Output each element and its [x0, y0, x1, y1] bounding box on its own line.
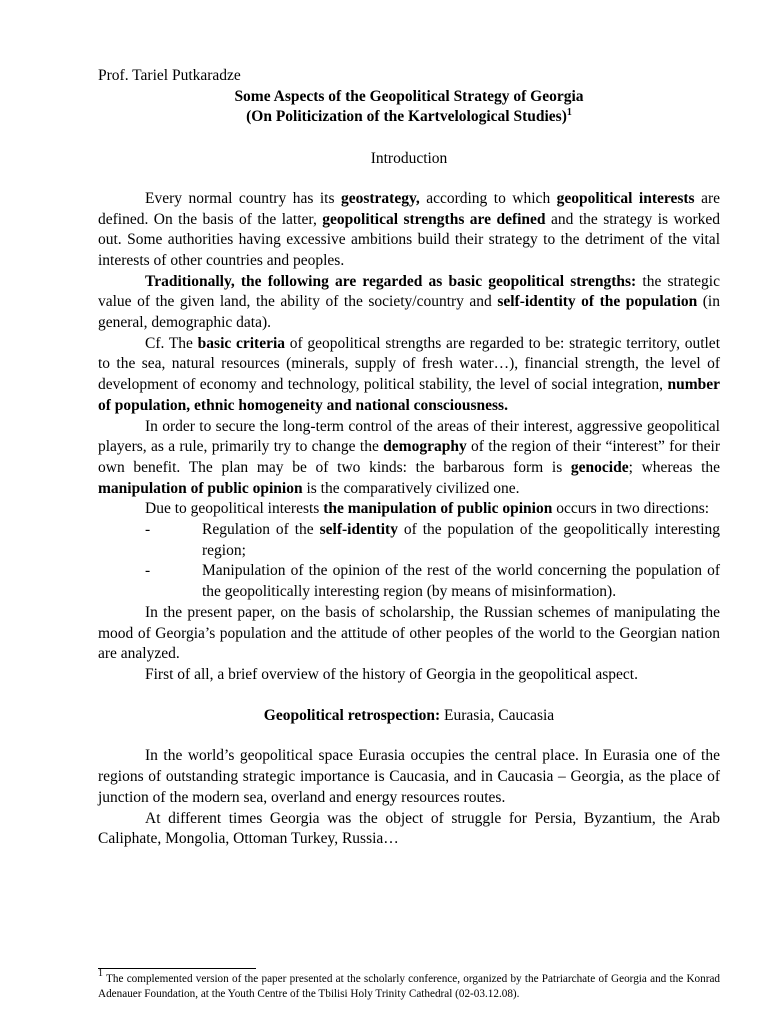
p4-text-a: In order to secure the long-term control of the areas of their interest, aggressive geopolitical players, as a rule, primarily try to change the	[98, 417, 720, 456]
list-item-1-text-c: of the population of the geopolitically interesting region;	[202, 521, 720, 559]
p4-text-e: is the comparatively civilized one.	[302, 479, 520, 497]
footnote-divider	[98, 968, 256, 969]
title-line-1: Some Aspects of the Geopolitical Strategy of Georgia	[234, 87, 584, 105]
list-dash: -	[145, 521, 151, 539]
p1-bold-geopolitical-interests: geopolitical interests	[556, 189, 695, 207]
p4-bold-manipulation: manipulation of public opinion	[98, 479, 303, 497]
p2-text-a: the strategic value of the given land, the ability of the society/country and	[98, 272, 720, 311]
section-heading-bold: Geopolitical retrospection:	[263, 706, 441, 724]
p1-text-c: according to which	[419, 189, 557, 207]
p5-bold-manipulation: the manipulation of public opinion	[323, 500, 553, 518]
list-item-1-bold: self-identity	[319, 521, 398, 539]
footnote	[98, 968, 720, 1002]
p3-bold-population: number of population, ethnic homogeneity and national consciousness.	[98, 376, 720, 414]
section-heading-rest: Eurasia, Caucasia	[440, 706, 555, 724]
list-item-2-text: Manipulation of the opinion of the rest of the world concerning the population of the geopolitically interesting region (by means of misinformation).	[202, 562, 720, 601]
p1-text-e: and the strategy is worked out. Some authorities having excessive ambitions build their strategy to the detriment of the vital interests of other countries and peoples.	[98, 210, 720, 269]
paragraph-1	[98, 189, 720, 272]
list-item	[98, 520, 720, 561]
title-line-2-text: (On Politicization of the Kartvelological Studies)	[246, 108, 567, 126]
paragraph-5	[98, 499, 720, 520]
p4-text-c: of the region of their “interest” for their own benefit. The plan may be of two kinds: the barbarous form is	[98, 438, 720, 476]
list-item	[98, 561, 720, 602]
p2-bold-traditionally: Traditionally, the following are regarded as basic geopolitical strengths:	[145, 272, 637, 290]
paragraph-8: In the world’s geopolitical space Eurasia occupies the central place. In Eurasia one of the regions of outstanding strategic importance is Caucasia, and in Caucasia – Georgia, as the place of junction of the modern sea, overland and energy resources routes.	[98, 747, 720, 806]
p5-text-a: Due to geopolitical interests	[145, 500, 324, 518]
p3-bold-basic-criteria: basic criteria	[197, 334, 286, 352]
paragraph-6: In the present paper, on the basis of scholarship, the Russian schemes of manipulating the mood of Georgia’s population and the attitude of other peoples of the world to the Georgian nation are analyzed.	[98, 603, 720, 663]
p3-text-a: Cf. The	[145, 334, 198, 352]
p1-bold-geostrategy: geostrategy,	[340, 189, 420, 207]
section-heading	[98, 706, 720, 727]
footnote-mark: 1	[98, 968, 103, 979]
p3-text-c: of geopolitical strengths are regarded to be: strategic territory, outlet to the sea, natural resources (minerals, supply of fresh water…), financial strength, the level of development of economy and technology, political stability, the level of social integration,	[98, 334, 720, 394]
introduction-heading: Introduction	[370, 150, 448, 168]
p1-text-d: are defined. On the basis of the latter,	[98, 189, 720, 228]
p1-bold-strengths-defined: geopolitical strengths are defined	[322, 210, 546, 228]
paragraph-7: First of all, a brief overview of the history of Georgia in the geopolitical aspect.	[145, 665, 638, 683]
list-item-1-text-a: Regulation of the	[202, 521, 320, 539]
list-dash: -	[145, 562, 151, 580]
author-line: Prof. Tariel Putkaradze	[98, 67, 241, 84]
p1-text-a: Every normal country has its	[145, 189, 341, 207]
p4-bold-genocide: genocide	[570, 458, 629, 476]
p4-bold-demography: demography	[383, 438, 467, 456]
p2-text-c: (in general, demographic data).	[98, 293, 720, 332]
p4-text-d: ; whereas the	[628, 458, 720, 476]
document-body	[98, 66, 720, 850]
paragraph-2	[98, 272, 720, 334]
title-footnote-mark: 1	[566, 107, 572, 119]
paragraph-9: At different times Georgia was the object of struggle for Persia, Byzantium, the Arab Caliphate, Mongolia, Ottoman Turkey, Russia…	[98, 809, 720, 848]
p5-text-c: occurs in two directions:	[552, 500, 710, 518]
footnote-text: The complemented version of the paper presented at the scholarly conference, organized by the Patriarchate of Georgia and the Konrad Adenauer Foundation, at the Youth Centre of the Tbilisi Holy Trinity Cathedral (02-03.12.08).	[98, 973, 720, 1000]
p2-bold-self-identity: self-identity of the population	[497, 293, 698, 311]
directions-list	[98, 520, 720, 603]
paragraph-4	[98, 417, 720, 500]
title-line-2	[98, 107, 720, 128]
paragraph-3	[98, 334, 720, 417]
